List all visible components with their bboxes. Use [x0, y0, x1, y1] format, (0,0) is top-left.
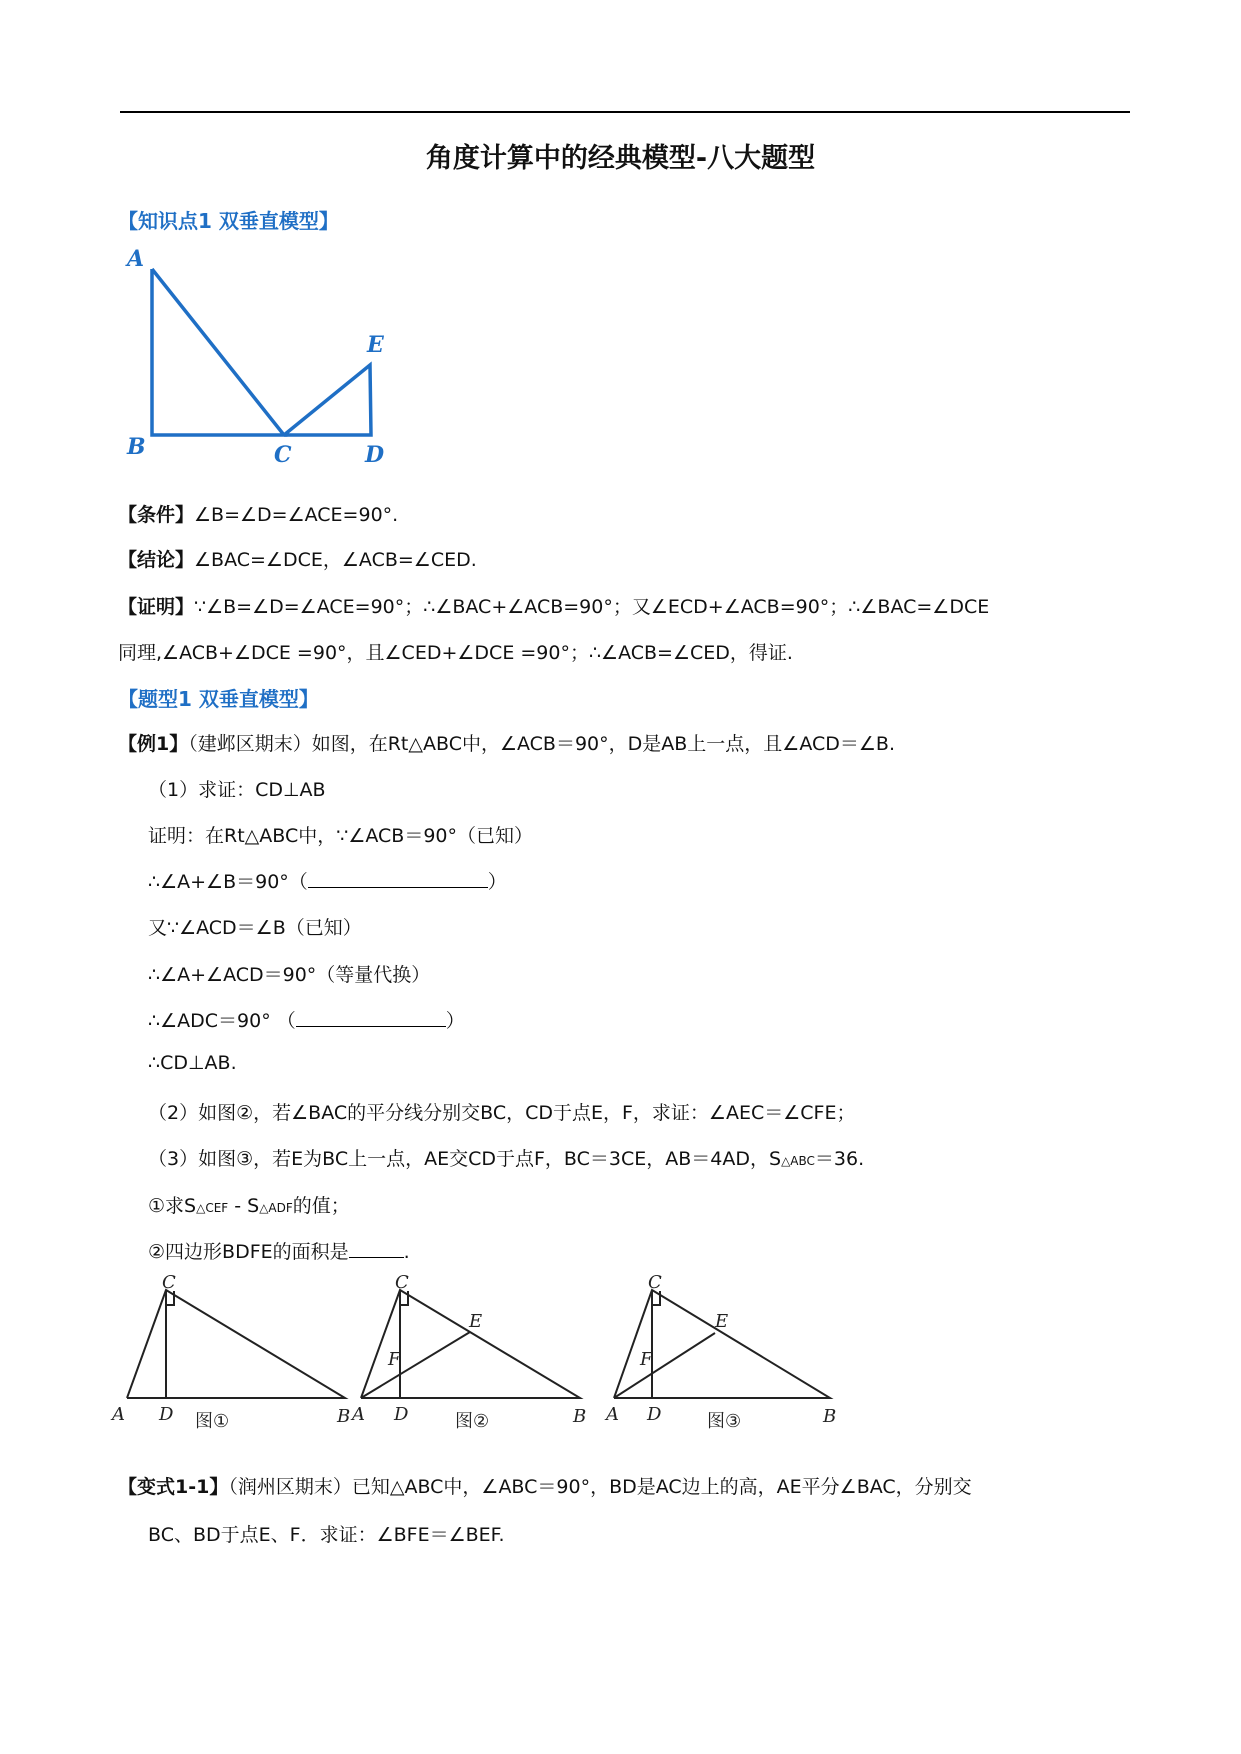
double-perpendicular-figure [118, 245, 408, 470]
label-C: C [274, 442, 292, 468]
type1-heading: 【题型1 双垂直模型】 [118, 687, 319, 711]
proof-step-3: 又∵∠ACD＝∠B（已知） [148, 917, 362, 939]
proof-step-6: ∴CD⊥AB. [148, 1052, 237, 1074]
label-E: E [367, 332, 384, 358]
variant-line-2: BC、BD于点E、F．求证：∠BFE＝∠BEF. [148, 1524, 505, 1546]
answer-blank-2 [296, 1008, 446, 1027]
svg-text:F: F [640, 1349, 653, 1370]
label-A: A [127, 246, 145, 272]
svg-text:C: C [648, 1275, 662, 1293]
svg-text:C: C [395, 1275, 409, 1293]
page-title: 角度计算中的经典模型-八大题型 [425, 143, 816, 174]
proof-line-1: 【证明】∵∠B=∠D=∠ACE=90°；∴∠BAC+∠ACB=90°；又∠ECD+∠ACB=90°；∴∠BAC=∠DCE [118, 596, 990, 618]
knowledge-heading: 【知识点1 双垂直模型】 [118, 209, 339, 233]
caption-fig1: 图① [195, 1411, 230, 1432]
label-D: D [365, 442, 385, 468]
proof-step-4: ∴∠A+∠ACD＝90°（等量代换） [148, 964, 431, 986]
svg-text:D: D [159, 1404, 174, 1425]
svg-text:B: B [823, 1406, 837, 1427]
svg-text:A: A [112, 1404, 125, 1425]
answer-blank-3 [349, 1239, 404, 1258]
question-3a: ①求S△CEF - S△ADF的值； [148, 1195, 350, 1217]
example-line: 【例1】（建邺区期末）如图，在Rt△ABC中，∠ACB＝90°，D是AB上一点，且∠ACD＝∠B. [118, 733, 896, 755]
svg-text:D: D [394, 1404, 409, 1425]
svg-text:A: A [606, 1404, 619, 1425]
svg-text:F: F [388, 1349, 401, 1370]
proof-step-2: ∴∠A+∠B＝90°（ ） [148, 871, 507, 893]
triangle-figures [110, 1275, 860, 1450]
question-3: （3）如图③，若E为BC上一点，AE交CD于点F，BC＝3CE，AB＝4AD，S△ABC＝36. [148, 1148, 865, 1170]
label-B: B [127, 434, 146, 460]
question-1: （1）求证：CD⊥AB [148, 779, 326, 801]
caption-fig2: 图② [455, 1411, 490, 1432]
svg-text:E: E [715, 1311, 729, 1332]
svg-text:B: B [573, 1406, 587, 1427]
proof-line-2: 同理,∠ACB+∠DCE =90°，且∠CED+∠DCE =90°；∴∠ACB=∠CED，得证. [118, 642, 793, 664]
condition-line: 【条件】∠B=∠D=∠ACE=90°. [118, 504, 399, 526]
svg-text:A: A [352, 1404, 365, 1425]
caption-fig3: 图③ [707, 1411, 742, 1432]
svg-text:E: E [469, 1311, 483, 1332]
conclusion-line: 【结论】∠BAC=∠DCE，∠ACB=∠CED. [118, 549, 477, 571]
question-3b: ②四边形BDFE的面积是 . [148, 1241, 410, 1263]
proof-step-1: 证明：在Rt△ABC中，∵∠ACB＝90°（已知） [148, 825, 533, 847]
svg-text:C: C [162, 1275, 176, 1293]
header-rule [120, 111, 1130, 113]
variant-line-1: 【变式1-1】（润州区期末）已知△ABC中，∠ABC＝90°，BD是AC边上的高，AE平分∠BAC，分别交 [118, 1476, 972, 1498]
question-2: （2）如图②，若∠BAC的平分线分别交BC，CD于点E，F，求证：∠AEC＝∠CFE； [148, 1102, 856, 1124]
answer-blank-1 [308, 869, 488, 888]
proof-step-5: ∴∠ADC＝90° （ ） [148, 1010, 465, 1032]
svg-text:B: B [337, 1406, 351, 1427]
svg-text:D: D [647, 1404, 662, 1425]
